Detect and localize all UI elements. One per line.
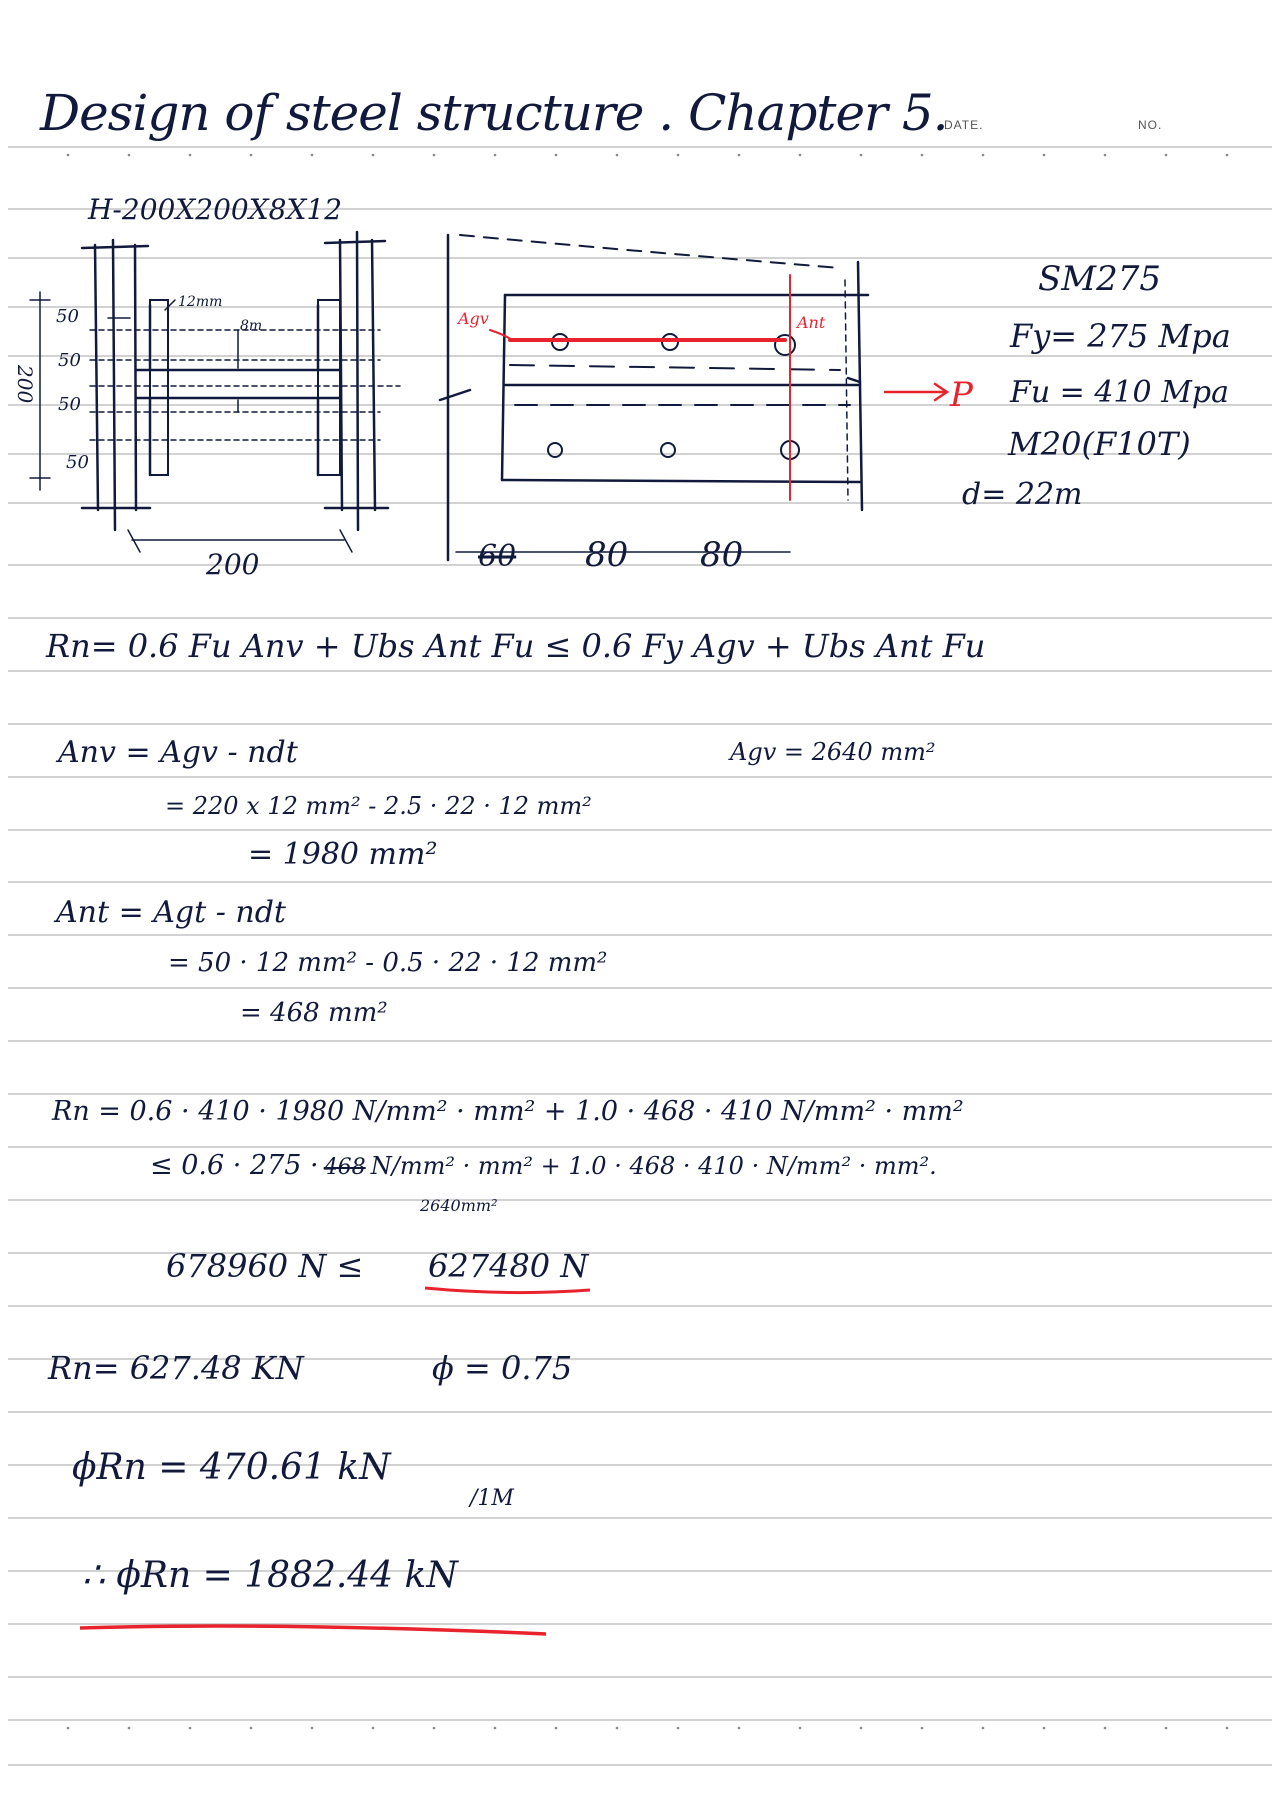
dim-200-horizontal: 200 — [206, 548, 260, 581]
hole-diameter: d= 22m — [962, 477, 1083, 512]
grid-dot — [1165, 154, 1168, 157]
grid-dot — [494, 1727, 497, 1730]
rn-calc2-prefix: ≤ 0.6 · 275 · — [150, 1150, 319, 1181]
block-shear-plate-drawing — [440, 235, 868, 560]
grid-dot — [616, 154, 619, 157]
grid-dot — [1043, 1727, 1046, 1730]
underline-final-result — [76, 1618, 556, 1642]
grid-dot — [555, 1727, 558, 1730]
bolt-spacing-2: 80 — [585, 535, 629, 575]
grid-dot — [555, 154, 558, 157]
phi-rn-unit: /1M — [470, 1486, 514, 1511]
grid-dot — [372, 154, 375, 157]
grid-dot — [250, 1727, 253, 1730]
grid-dot — [189, 154, 192, 157]
date-label: DATE. — [944, 118, 984, 132]
grid-dot — [616, 1727, 619, 1730]
spacing-label-4: 50 — [66, 452, 89, 473]
comparison-left: 678960 N ≤ — [166, 1247, 364, 1285]
grid-dot — [1104, 154, 1107, 157]
grid-dot — [1165, 1727, 1168, 1730]
bolt-spacing-1: 60 — [478, 539, 517, 574]
grid-dot — [921, 154, 924, 157]
grid-dot — [128, 1727, 131, 1730]
grid-dot — [1043, 154, 1046, 157]
ant-label: Ant — [797, 313, 826, 332]
number-label: NO. — [1138, 118, 1163, 132]
bolt-spacing-3: 80 — [700, 535, 744, 575]
grid-dot — [433, 1727, 436, 1730]
ant-definition: Ant = Agt - ndt — [56, 895, 286, 930]
agv-label: Agv — [458, 309, 489, 328]
grid-dot — [738, 1727, 741, 1730]
section-label: H-200X200X8X12 — [88, 193, 343, 226]
final-result: ∴ ϕRn = 1882.44 kN — [82, 1555, 458, 1596]
grid-dot — [128, 154, 131, 157]
steel-grade: SM275 — [1038, 259, 1162, 299]
bolt-spec: M20(F10T) — [1008, 425, 1191, 463]
grid-dot — [494, 154, 497, 157]
grid-dot — [677, 154, 680, 157]
page-title: Design of steel structure . Chapter 5. — [40, 84, 948, 142]
yield-strength: Fy= 275 Mpa — [1010, 317, 1231, 355]
tensile-strength: Fu = 410 Mpa — [1010, 375, 1229, 410]
grid-dot — [311, 154, 314, 157]
spacing-label-1: 50 — [56, 306, 79, 327]
grid-dot — [860, 1727, 863, 1730]
grid-dot — [67, 154, 70, 157]
rn-calc2-struck-value: 468 — [323, 1155, 366, 1180]
ant-substitution: = 50 · 12 mm² - 0.5 · 22 · 12 mm² — [168, 948, 608, 978]
ant-result: = 468 mm² — [240, 998, 388, 1028]
anv-substitution: = 220 x 12 mm² - 2.5 · 22 · 12 mm² — [165, 792, 592, 820]
grid-dot — [982, 154, 985, 157]
grid-dot — [677, 1727, 680, 1730]
anv-result: = 1980 mm² — [248, 837, 438, 872]
rn-calculation-1: Rn = 0.6 · 410 · 1980 N/mm² · mm² + 1.0 · 468 · 410 N/mm² · mm² — [52, 1096, 964, 1127]
anv-definition: Anv = Agv - ndt — [58, 735, 298, 770]
phi-factor: ϕ = 0.75 — [432, 1349, 573, 1387]
grid-dot — [738, 154, 741, 157]
grid-dot — [1104, 1727, 1107, 1730]
grid-dot — [799, 154, 802, 157]
dim-200-vertical: 200 — [13, 365, 37, 404]
h-section-drawing — [30, 232, 400, 552]
agv-value: Agv = 2640 mm² — [730, 738, 936, 766]
grid-dot — [250, 154, 253, 157]
grid-dot — [433, 154, 436, 157]
load-label: P — [950, 375, 973, 415]
phi-rn-per-bolt: ϕRn = 470.61 kN — [72, 1447, 391, 1488]
comparison-right: 627480 N — [428, 1247, 589, 1285]
spacing-label-2: 50 — [58, 350, 81, 371]
rn-result: Rn= 627.48 KN — [48, 1349, 304, 1387]
grid-dot — [311, 1727, 314, 1730]
grid-dot — [921, 1727, 924, 1730]
agv-correction-note: 2640mm² — [420, 1196, 498, 1215]
block-shear-path — [490, 275, 947, 500]
grid-dot — [189, 1727, 192, 1730]
rn-formula: Rn= 0.6 Fu Anv + Ubs Ant Fu ≤ 0.6 Fy Agv + Ubs Ant Fu — [46, 627, 986, 665]
spacing-label-3: 50 — [58, 394, 81, 415]
grid-dot — [982, 1727, 985, 1730]
grid-dot — [372, 1727, 375, 1730]
grid-dot — [1226, 1727, 1229, 1730]
grid-dot — [1226, 154, 1229, 157]
rn-calculation-2 — [150, 1152, 937, 1179]
web-thickness-label: 8m — [240, 318, 263, 334]
grid-dot — [860, 154, 863, 157]
grid-dot — [799, 1727, 802, 1730]
flange-thickness-label: 12mm — [178, 294, 223, 310]
grid-dot — [67, 1727, 70, 1730]
rn-calc2-suffix: N/mm² · mm² + 1.0 · 468 · 410 · N/mm² · mm². — [370, 1152, 937, 1180]
underline-comparison — [420, 1280, 600, 1300]
